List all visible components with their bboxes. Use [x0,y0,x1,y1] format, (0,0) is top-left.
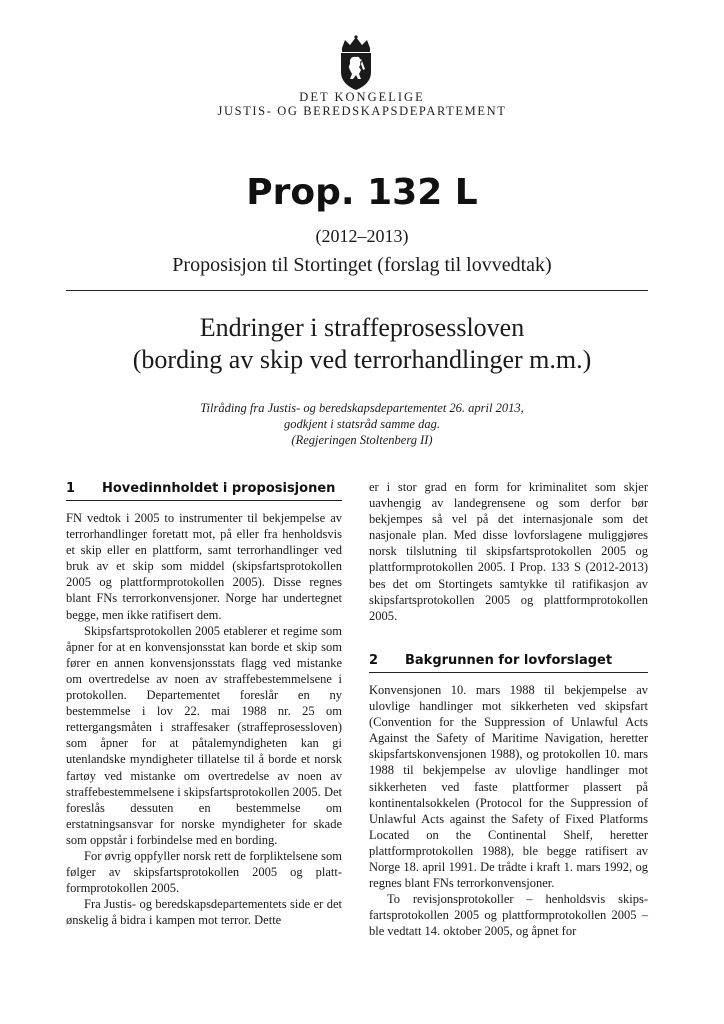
paragraph: To revisjonsprotokoller – henholdsvis skipsfartsprotokollen 2005 og plattformprotokollen 2005 – ble vedtatt 14. oktober 2005, og åpnet for [369,892,648,939]
norwegian-coat-of-arms-icon [334,34,378,92]
section-1-body [66,510,342,928]
paragraph: Konvensjonen 10. mars 1988 til bekjempelse av ulovlige handlinger mot sikkerheten ved skipsfart (Convention for the Suppression of Unlawful Acts Against the Safety of Maritime Navigation, heretter skipsfartskonvensjonen 1988), og protokollen 10. mars 1988 til bekjempelse av ulovlige handlinger mot sikkerheten ved faste plattformer plassert på kontinentalsokkelen (Protocol for the Suppression of Unlawful Acts against the Safety of Fixed Platforms Located on the Continental Shelf, heretter plattformprotokollen 1988), ble begge ratifisert av Norge 18. april 1991. De trådte i kraft 1. mars 1992, og regnes blant FNs terrorkonvensjoner. [369,683,648,891]
section-2-number: 2 [369,653,379,668]
paragraph: FN vedtok i 2005 to instrumenter til bekjempelse av terrorhandlinger foretatt mot, på eller fra henholdsvis et skip eller en plattform, samt terrorhandlinger ved bruk av et skip som middel (skipsfartsprotokollen 2005 og plattformprotokollen 2005). Disse regnes blant FNs terrorkonvensjoner. Norge har undertegnet begge, men ikke ratifisert dem. [66,511,342,622]
approval-line3: (Regjeringen Stoltenberg II) [291,433,433,447]
document-title-line2: (bording av skip ved terrorhandlinger m.m.) [132,345,592,374]
section-1-heading [66,481,342,501]
paragraph: Skipsfartsprotokollen 2005 etablerer et regime som åpner for at en konvensjonsstat kan borde et skip som fører en annen konvensjonsstats flagg ved mistanke om overtredelse av noen av straffebestemmelsene i protokollen. Departementet foreslår en ny bestemmelse i lov 22. mai 1988 nr. 25 om rettergangsmåten i straffesaker (straffeprosessloven) som åpner for at påtalemyndigheten kan gi utenlandske myndigheter tillatelse til å borde et norsk fartøy ved mistanke om overtredelse av noen av straffebestemmelsene i skipsfartsprotokollen 2005. Det foreslås dessuten en bestemmelse om erstatningsansvar for norske myndigheter for skade som oppstår i forbindelse med en bording. [66,623,342,847]
section-1-title: Hovedinnholdet i proposisjonen [102,481,336,496]
proposition-type: Proposisjon til Stortinget (forslag til lovvedtak) [172,254,552,276]
paragraph: For øvrig oppfyller norsk rett de forpliktelsene som følger av skipsfartsprotokollen 2005 og plattformprotokollen 2005. [66,848,342,896]
document-title-line1: Endringer i straffeprosessloven [199,313,525,342]
document-title [0,312,724,376]
section-2-body [369,682,648,940]
approval-line2: godkjent i statsråd samme dag. [284,417,440,431]
title-divider [66,290,648,291]
department-name-line2: JUSTIS- OG BEREDSKAPSDEPARTEMENT [217,104,507,118]
proposition-number: Prop. 132 L [246,172,478,213]
session-years: (2012–2013) [315,226,409,246]
paragraph: er i stor grad en form for kriminalitet som skjer uavhengig av landegrensene og som derfor bør bekjempes så vel på det internasjonale som det nasjonale plan. Med disse lovforslagene muliggjøres norsk tilslutning til skipsfartsprotokollen 2005 og plattformprotokollen 2005. I Prop. 133 S (2012-2013) bes det om Stortingets samtykke til ratifikasjon av skipsfartsprotokollen 2005 og plattformprotokollen 2005. [369,480,648,623]
approval-note [0,400,724,448]
section-2-title: Bakgrunnen for lovforslaget [405,653,613,668]
approval-line1: Tilråding fra Justis- og beredskapsdepartementet 26. april 2013, [200,401,524,415]
section-1-number: 1 [66,481,76,496]
department-name-line1: DET KONGELIGE [299,90,425,104]
section-2-heading [369,653,648,673]
paragraph: Fra Justis- og beredskapsdepartementets side er det ønskelig å bidra i kampen mot terror. Dette [66,897,342,928]
section-1-continued [369,479,648,624]
